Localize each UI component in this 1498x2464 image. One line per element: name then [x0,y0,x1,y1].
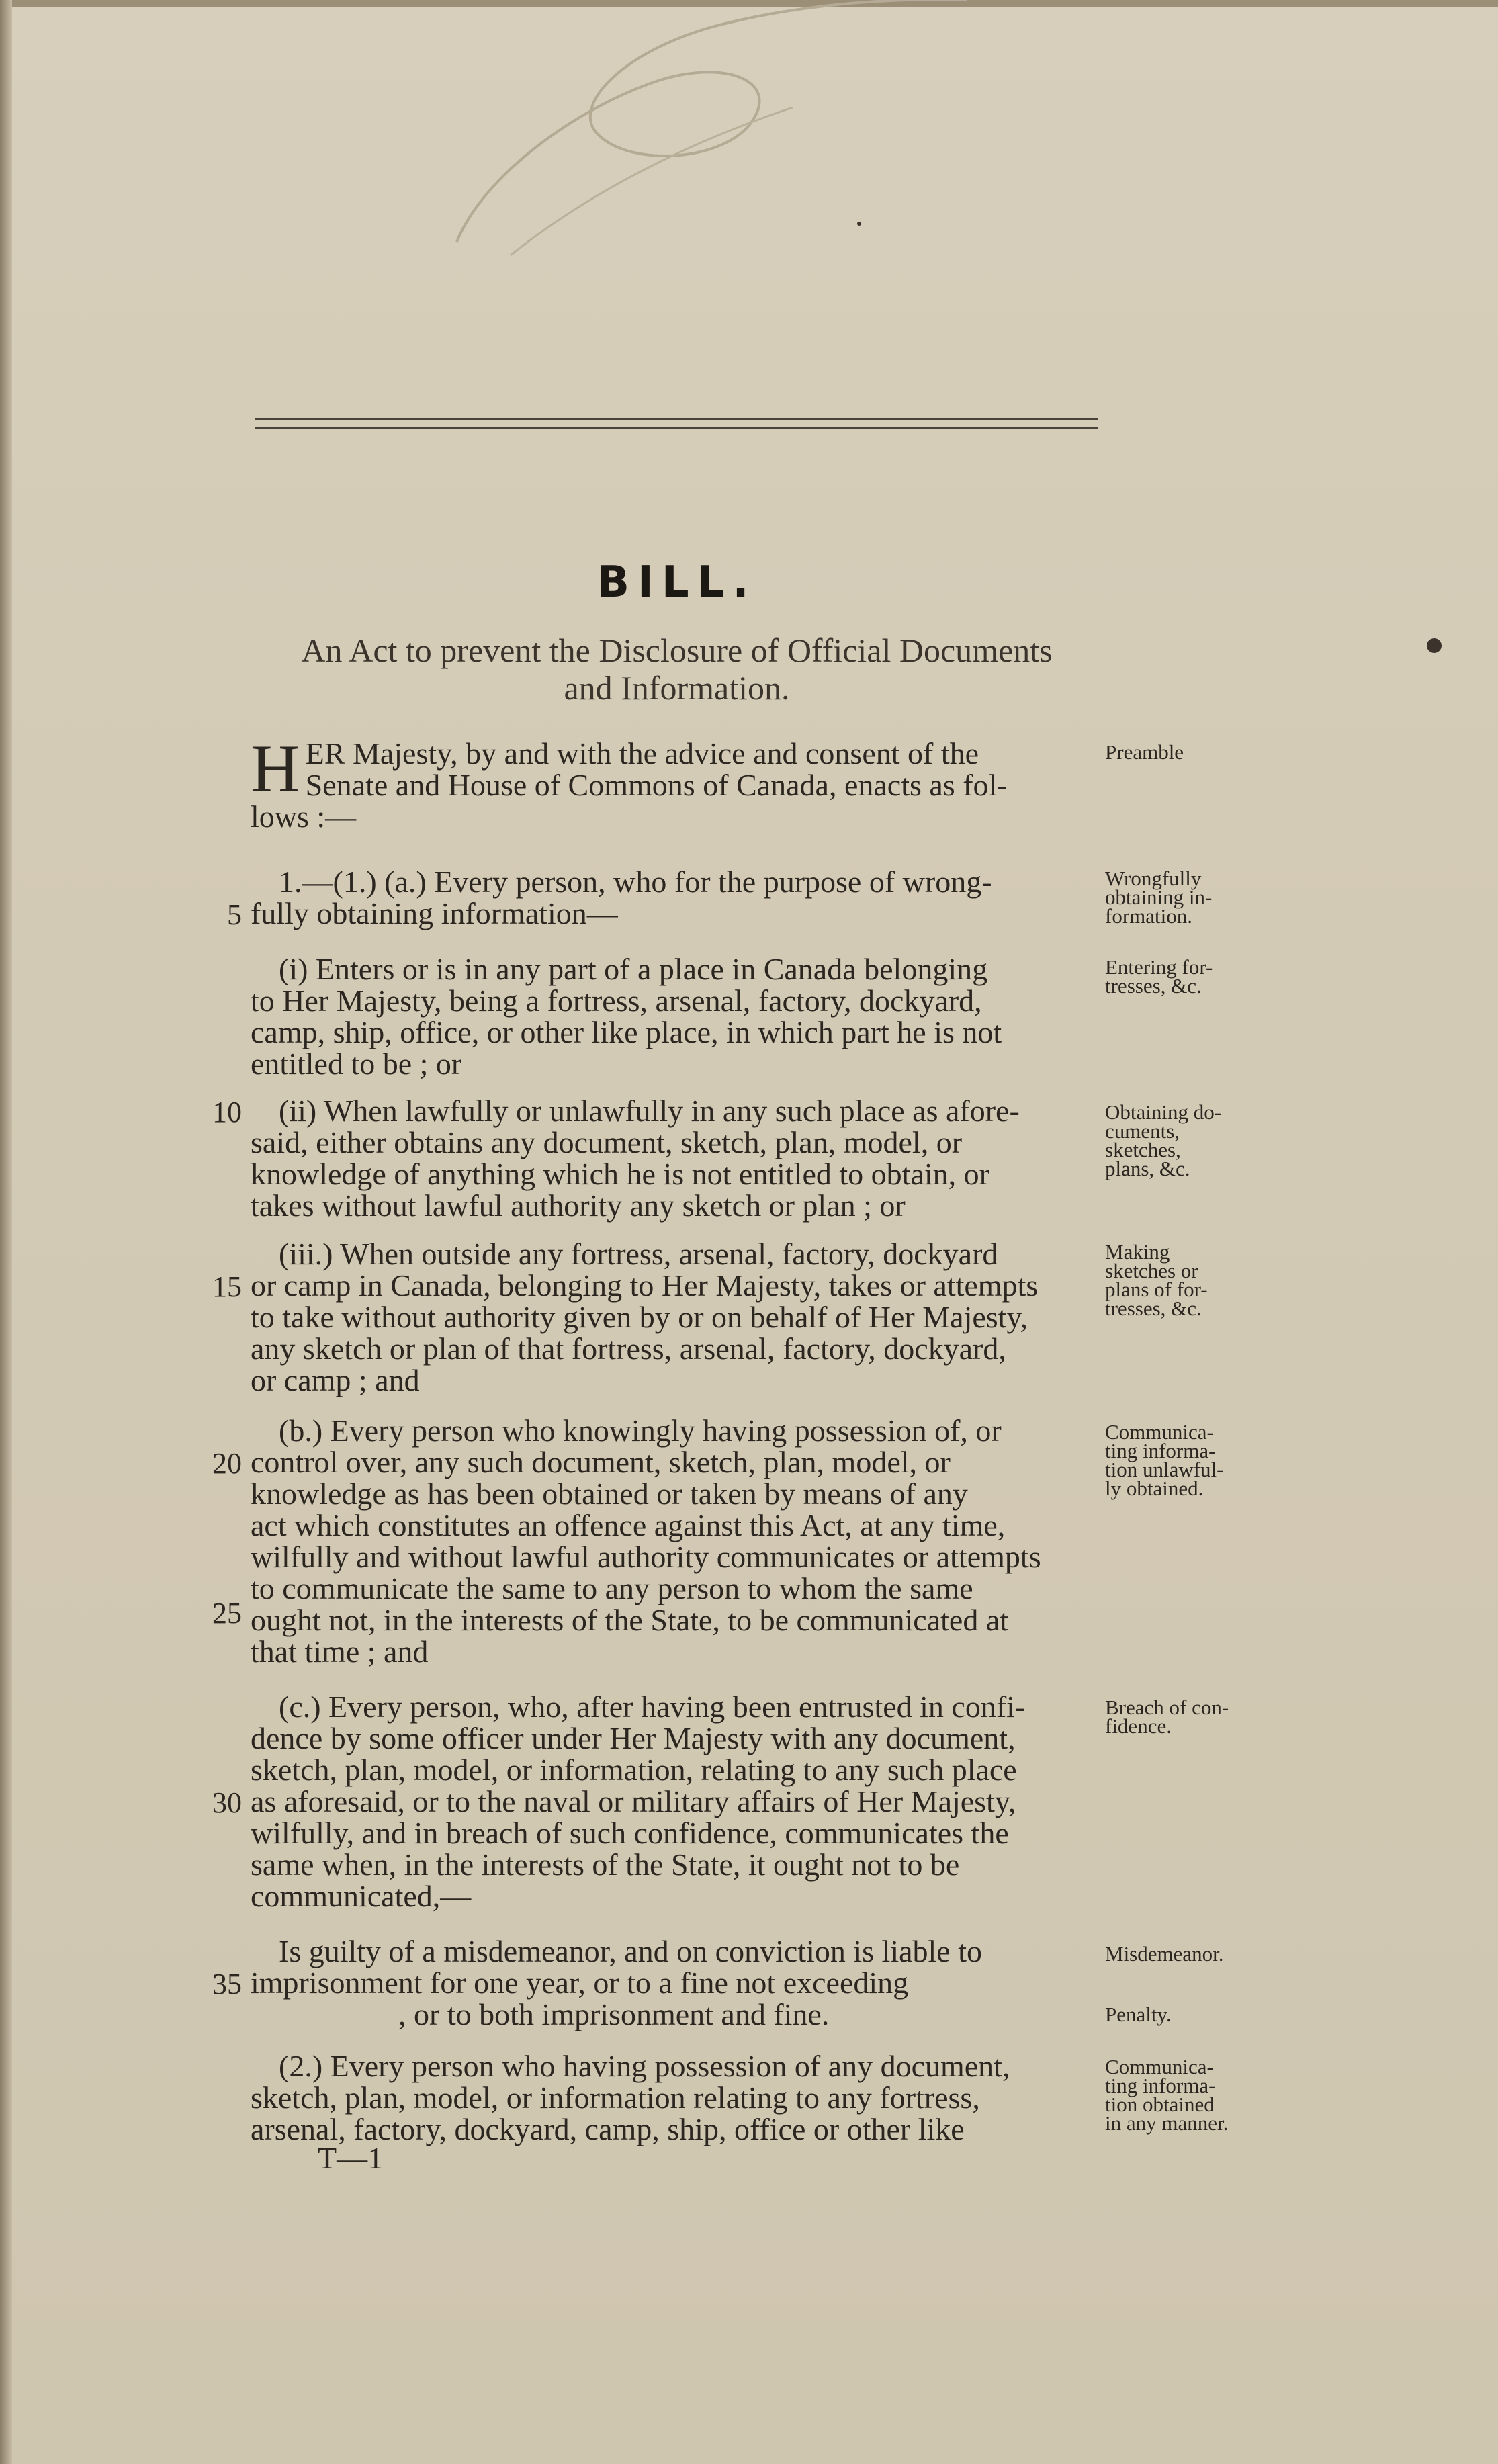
line-number: 35 [212,1968,242,2000]
subtitle-line: An Act to prevent the Disclosure of Official Documents [301,631,1053,669]
dropcap-letter: H [251,731,300,807]
margin-note-line: formation. [1105,904,1192,928]
margin-note-line: fidence. [1105,1714,1172,1738]
margin-note-line: Breach of con- [1105,1696,1229,1719]
section-1ii-paragraph [251,1095,1098,1221]
margin-note-line: ting informa- [1105,1439,1216,1462]
text-line: (2.) Every person who having possession of any document, [279,2049,1010,2083]
ink-speck [1427,638,1442,653]
text-line: (c.) Every person, who, after having been entrusted in confi- [279,1689,1026,1724]
text-line: wilfully, and in breach of such confidence, communicates the [251,1816,1009,1850]
margin-note-line: tion obtained [1105,2093,1215,2116]
handwritten-flourish-mark [376,0,1021,289]
header-rule-top [255,418,1098,420]
margin-note-communicating [1105,1420,1260,1500]
margin-note-making [1105,1240,1260,1320]
line-number: 15 [212,1270,242,1303]
text-line: communicated,— [251,1879,472,1913]
margin-note-misdemeanor: Misdemeanor. [1105,1942,1224,1966]
text-line: said, either obtains any document, sketch, plan, model, or [251,1125,963,1159]
text-line: act which constitutes an offence against this Act, at any time, [251,1508,1006,1542]
margin-note-line: ly obtained. [1105,1477,1204,1500]
margin-note-preamble: Preamble [1105,740,1184,764]
margin-note-line: cuments, [1105,1119,1180,1143]
margin-note-line: plans, &c. [1105,1157,1190,1180]
text-line: imprisonment for one year, or to a fine not exceeding [251,1966,909,2000]
subtitle-line: and Information. [564,669,790,707]
text-line: fully obtaining information— [251,896,618,930]
section-1iii-paragraph [251,1238,1098,1396]
text-line: entitled to be ; or [251,1047,462,1081]
margin-note-line: sketches or [1105,1259,1198,1282]
margin-note-line: sketches, [1105,1138,1181,1161]
margin-note-line: tresses, &c. [1105,1296,1202,1320]
margin-note-line: Communica- [1105,1420,1214,1444]
text-line: (iii.) When outside any fortress, arsenal, factory, dockyard [279,1237,998,1271]
margin-note-penalty: Penalty. [1105,2003,1172,2026]
text-line: , or to both imprisonment and fine. [398,1997,830,2031]
ink-speck [857,222,861,226]
text-line: knowledge as has been obtained or taken by means of any [251,1477,968,1511]
margin-note-line: plans of for- [1105,1278,1208,1301]
text-line: any sketch or plan of that fortress, arsenal, factory, dockyard, [251,1331,1006,1366]
text-line: or camp in Canada, belonging to Her Majesty, takes or attempts [251,1268,1039,1303]
section-1b-paragraph [251,1415,1098,1667]
text-line: to Her Majesty, being a fortress, arsenal, factory, dockyard, [251,983,982,1018]
signature-mark: T—1 [318,2141,384,2175]
margin-note-breach [1105,1698,1260,1736]
section-1c-paragraph [251,1691,1098,1912]
text-line: Senate and House of Commons of Canada, enacts as fol- [305,768,1008,802]
text-line: or camp ; and [251,1363,420,1397]
text-line: (i) Enters or is in any part of a place in Canada belonging [279,952,988,986]
margin-note-communicating-any [1105,2055,1260,2135]
text-line: that time ; and [251,1634,429,1669]
text-line: (ii) When lawfully or unlawfully in any such place as afore- [279,1094,1020,1128]
text-line: ER Majesty, by and with the advice and consent of the [305,736,979,771]
margin-note-line: tresses, &c. [1105,974,1202,998]
text-line: takes without lawful authority any sketch or plan ; or [251,1188,906,1223]
text-line: (b.) Every person who knowingly having possession of, or [279,1413,1002,1448]
margin-note-line: Wrongfully [1105,867,1202,890]
line-number: 20 [212,1447,242,1480]
margin-note-entering [1105,955,1260,998]
margin-note-line: Making [1105,1240,1170,1264]
header-rule-bottom [255,427,1098,429]
margin-note-line: obtaining in- [1105,885,1213,909]
margin-note-line: Entering for- [1105,955,1213,979]
text-line: Is guilty of a misdemeanor, and on conviction is liable to [279,1934,982,1968]
penalty-paragraph [251,1935,1098,2030]
text-line: ought not, in the interests of the State, to be communicated at [251,1603,1009,1637]
margin-note-line: tion unlawful- [1105,1458,1224,1481]
text-line: wilfully and without lawful authority communicates or attempts [251,1540,1041,1574]
preamble-paragraph [251,731,1098,834]
line-number: 25 [212,1597,242,1630]
text-line: as aforesaid, or to the naval or military affairs of Her Majesty, [251,1784,1016,1818]
section-1a-paragraph [251,866,1098,929]
margin-note-line: Obtaining do- [1105,1100,1222,1124]
text-line: camp, ship, office, or other like place, in which part he is not [251,1015,1002,1049]
text-line: lows :— [251,799,357,834]
section-2-paragraph [251,2049,1098,2175]
line-number: 30 [212,1786,242,1819]
margin-note-wrongfully [1105,869,1260,926]
bill-subtitle [255,631,1098,707]
text-line: arsenal, factory, dockyard, camp, ship, office or other like [251,2112,965,2146]
line-number: 5 [227,898,242,931]
text-line: same when, in the interests of the State, it ought not to be [251,1847,960,1882]
text-line: 1.—(1.) (a.) Every person, who for the purpose of wrong- [279,865,992,899]
section-1i-paragraph [251,953,1098,1080]
text-line: knowledge of anything which he is not entitled to obtain, or [251,1157,989,1191]
text-line: control over, any such document, sketch, plan, model, or [251,1445,951,1479]
bill-title: BILL. [597,558,757,607]
text-line: to take without authority given by or on behalf of Her Majesty, [251,1300,1028,1334]
margin-note-obtaining [1105,1100,1260,1180]
text-line: dence by some officer under Her Majesty with any document, [251,1721,1016,1755]
margin-note-line: in any manner. [1105,2111,1229,2135]
page-binding-edge [0,0,12,2464]
text-line: sketch, plan, model, or information relating to any fortress, [251,2080,980,2115]
text-line: sketch, plan, model, or information, relating to any such place [251,1753,1017,1787]
text-line: to communicate the same to any person to whom the same [251,1571,973,1605]
margin-note-line: Communica- [1105,2055,1214,2078]
line-number: 10 [212,1096,242,1129]
margin-note-line: ting informa- [1105,2074,1216,2097]
